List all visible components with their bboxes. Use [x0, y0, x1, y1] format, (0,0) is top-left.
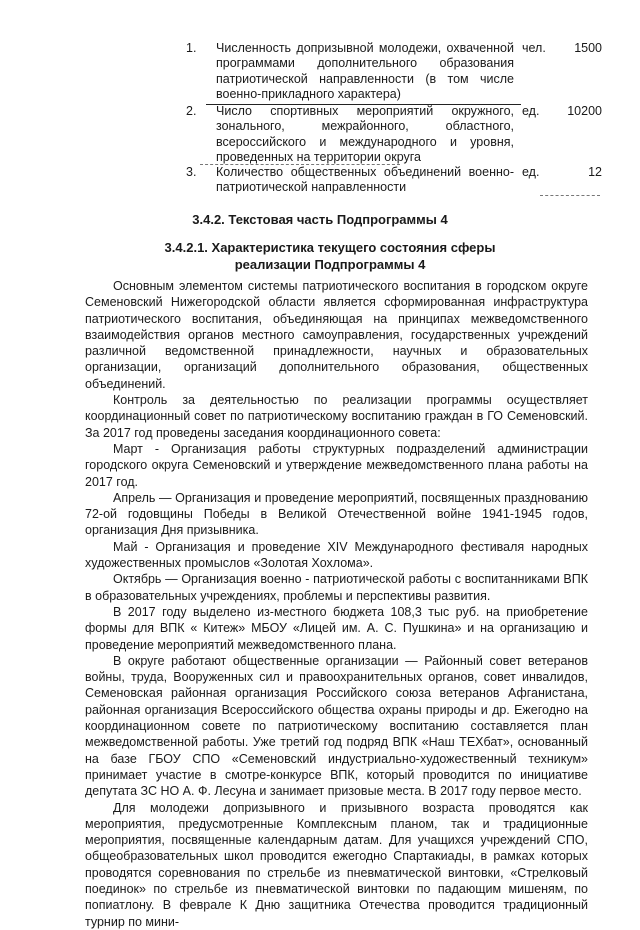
subsection-title-line: 3.4.2.1. Характеристика текущего состояния сферы [164, 240, 496, 255]
subsection-title-line: реализации Подпрограммы 4 [234, 257, 426, 272]
row-unit: ед. [522, 165, 540, 179]
paragraph: В 2017 году выделено из-местного бюджета 108,3 тыс руб. на приобретение формы для ВПК « Китеж» МБОУ «Лицей им. А. С. Пушкина» и на организацию и проведение мероприятий межведомственного плана. [85, 604, 588, 652]
table-divider [540, 195, 600, 196]
paragraph: Апрель — Организация и проведение мероприятий, посвященных празднованию 72-ой годовщины Победы в Великой Отечественной войне 1941-1945 годов, организация Дня призывника. [85, 490, 588, 538]
indicator-row [172, 104, 612, 164]
row-indicator-text: Численность допризывной молодежи, охваченной программами дополнительного образования патриотической направленности (в том числе военно-прикладного характера) [216, 41, 514, 102]
paragraph: Основным элементом системы патриотического воспитания в городском округе Семеновский Нижегородской области является сформированная инфраструктура патриотического воспитания, объединяющая на принципах межведомственного взаимодействия органов местного самоуправления, государственных учреждений различной ведомственной принадлежности, научных и образовательных организации, организаций дополнительного образования, общественных объединений. [85, 279, 588, 391]
paragraph: Контроль за деятельностью по реализации программы осуществляет координационный совет по патриотическому воспитанию граждан в ГО Семеновский. За 2017 год проведены заседания координационного совета: [85, 393, 588, 440]
paragraph: Для молодежи допризывного и призывного возраста проводятся как мероприятия, предусмотренные Комплексным планом, так и традиционные мероприятия, посвященные календарным датам. Для учащихся учреждений СПО, общеобразовательных школ проводится ежегодно Спартакиады, в рамках которых проводятся соревнования по стрельбе из пневматической винтовки, «Стрелковый поединок» по стрельбе из пневматической винтовки по падающим мишеням, по попиатлону. В феврале К Дню защитника Отечества проводится традиционный турнир по мини- [85, 800, 588, 929]
paragraph: В округе работают общественные организации — Районный совет ветеранов войны, труда, Вооруженных сил и правоохранительных органов, совет инвалидов, Семеновская районная организация Российского союза ветеранов Афганистана, районная организация Всероссийского общества охраны природы и др. Ежегодно на координационном совете по патриотическому воспитанию составляется план межведомственной работы. Уже третий год подряд ВПК «Наш ТЕХбат», основанный на базе ГБОУ СПО «Семеновский индустриально-художественный техникум» принимает участие в смотре-конкурсе ВПК, который проводится по инициативе депутата ЗС НО А. Ф. Лесуна и занимает призовые места. В 2017 году первое место. [85, 653, 588, 799]
row-unit: ед. [522, 104, 540, 118]
section-title: 3.4.2. Текстовая часть Подпрограммы 4 [192, 212, 448, 227]
row-number: 2. [186, 104, 197, 118]
indicator-row [172, 165, 612, 197]
row-number: 3. [186, 165, 197, 179]
row-number: 1. [186, 41, 197, 55]
paragraph: Октябрь — Организация военно - патриотической работы с воспитанниками ВПК в образовательных учреждениях, проблемы и перспективы развития. [85, 572, 588, 603]
body-text [85, 278, 588, 930]
paragraph: Март - Организация работы структурных подразделений администрации городского округа Семеновский и утверждение межведомственного плана работы на 2017 год. [85, 441, 588, 489]
row-indicator-text: Количество общественных объединений военно-патриотической направленности [216, 165, 514, 195]
row-value: 1500 [574, 41, 602, 55]
subsection-title [130, 239, 530, 273]
row-unit: чел. [522, 41, 546, 55]
row-value: 12 [588, 165, 602, 179]
row-indicator-text: Число спортивных мероприятий окружного, зонального, межрайонного, областного, всероссийского и международного и уровня, проведенных на территории округа [216, 104, 514, 165]
indicator-row [172, 41, 612, 103]
paragraph: Май - Организация и проведение XIV Международного фестиваля народных художественных промыслов «Золотая Хохлома». [85, 539, 588, 571]
row-value: 10200 [567, 104, 602, 118]
